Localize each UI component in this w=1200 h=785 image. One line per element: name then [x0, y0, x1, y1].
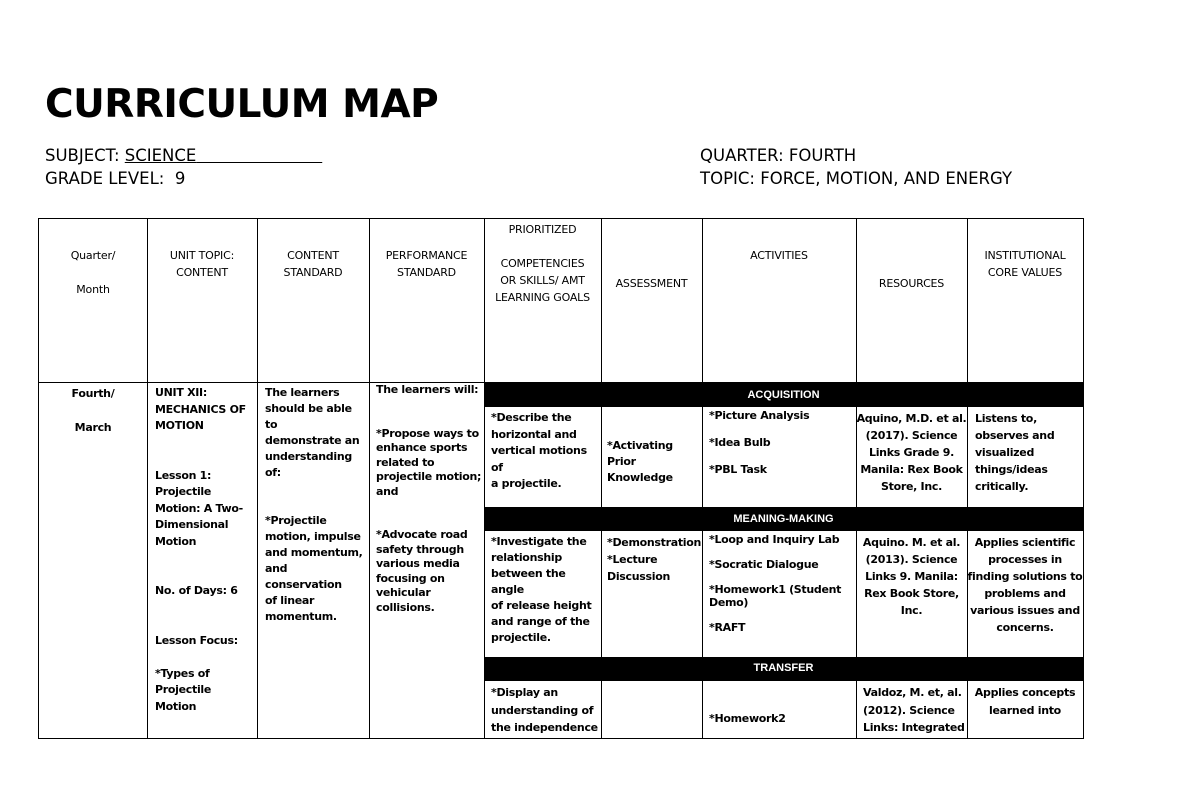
subject-line [45, 146, 322, 165]
header-unit-topic: UNIT TOPIC: CONTENT [169, 249, 235, 279]
curriculum-table [38, 218, 1084, 739]
topic-value: FORCE, MOTION, AND ENERGY [760, 169, 1013, 188]
transfer-competency: *Display an understanding of the independence [491, 686, 598, 734]
header-performance-standard: PERFORMANCE STANDARD [385, 249, 468, 279]
topic-line [700, 169, 1012, 188]
acquisition-activities: *Picture Analysis *Idea Bulb *PBL Task [709, 409, 810, 476]
column-divider [257, 219, 258, 738]
header-competencies: PRIORITIZED COMPETENCIES OR SKILLS/ AMT LEARNING GOALS [495, 223, 590, 304]
header-assessment: ASSESSMENT [615, 277, 688, 290]
section-band-acquisition: ACQUISITION [484, 383, 1083, 407]
transfer-core-values: Applies concepts learned into [974, 686, 1076, 717]
meaning-making-assessment: *Demonstration *Lecture Discussion [607, 536, 702, 583]
content-standard-cell: The learners should be able to demonstrate an understanding of: *Projectile motion, impulse and momentum, and conservation of linear momentum. [265, 386, 363, 623]
grade-line [45, 169, 185, 188]
page-title: CURRICULUM MAP [45, 82, 439, 127]
column-divider [702, 407, 703, 738]
grade-value: 9 [174, 169, 186, 188]
quarter-label: QUARTER: [700, 146, 784, 165]
meaning-making-resources: Aquino. M. et al. (2013). Science Links 9. Manila: Rex Book Store, Inc. [862, 536, 961, 617]
section-band-meaning-making: MEANING-MAKING [484, 507, 1083, 531]
header-resources: RESOURCES [878, 277, 945, 290]
column-divider [601, 407, 602, 738]
header-quarter-month: Quarter/ Month [70, 249, 116, 296]
quarter-value: FOURTH [788, 146, 857, 165]
column-divider [967, 219, 968, 383]
topic-label: TOPIC: [700, 169, 755, 188]
quarter-month-cell: Fourth/ March [71, 387, 115, 434]
transfer-resources: Valdoz, M. et, al. (2012). Science Links: Integrated [863, 686, 965, 734]
acquisition-resources: Aquino, M.D. et al. (2017). Science Links Grade 9. Manila: Rex Book Store, Inc. [856, 412, 967, 493]
unit-content-cell: UNIT XII: MECHANICS OF MOTION Lesson 1: Projectile Motion: A Two- Dimensional Motion No. of Days: 6 Lesson Focus: *Types of Projectile Motion [155, 386, 246, 713]
meaning-making-activities: *Loop and Inquiry Lab *Socratic Dialogue *Homework1 (Student Demo) *RAFT [709, 533, 842, 634]
meaning-making-core-values: Applies scientific processes in finding solutions to problems and various issues and concerns. [967, 536, 1083, 634]
column-divider [856, 219, 857, 383]
subject-label: SUBJECT: [45, 146, 120, 165]
grade-label: GRADE LEVEL: [45, 169, 165, 188]
header-content-standard: CONTENT STANDARD [283, 249, 343, 279]
quarter-line [700, 146, 856, 165]
acquisition-assessment: *Activating Prior Knowledge [607, 439, 673, 484]
column-divider [601, 219, 602, 383]
section-band-transfer: TRANSFER [484, 657, 1083, 681]
acquisition-core-values: Listens to, observes and visualized things/ideas critically. [975, 412, 1055, 493]
column-divider [369, 219, 370, 738]
meaning-making-competency: *Investigate the relationship between the angle of release height and range of the projectile. [491, 535, 592, 644]
header-activities: ACTIVITIES [750, 249, 808, 262]
subject-value: SCIENCE [124, 146, 197, 165]
acquisition-competency: *Describe the horizontal and vertical motions of a projectile. [491, 411, 587, 490]
performance-standard-cell: The learners will: *Propose ways to enhance sports related to projectile motion; and *Advocate road safety through various media focusing on vehicular collisions. [376, 383, 482, 614]
header-core-values: INSTITUTIONAL CORE VALUES [984, 249, 1066, 279]
transfer-activities: *Homework2 [709, 712, 786, 725]
column-divider [702, 219, 703, 383]
column-divider [147, 219, 148, 738]
